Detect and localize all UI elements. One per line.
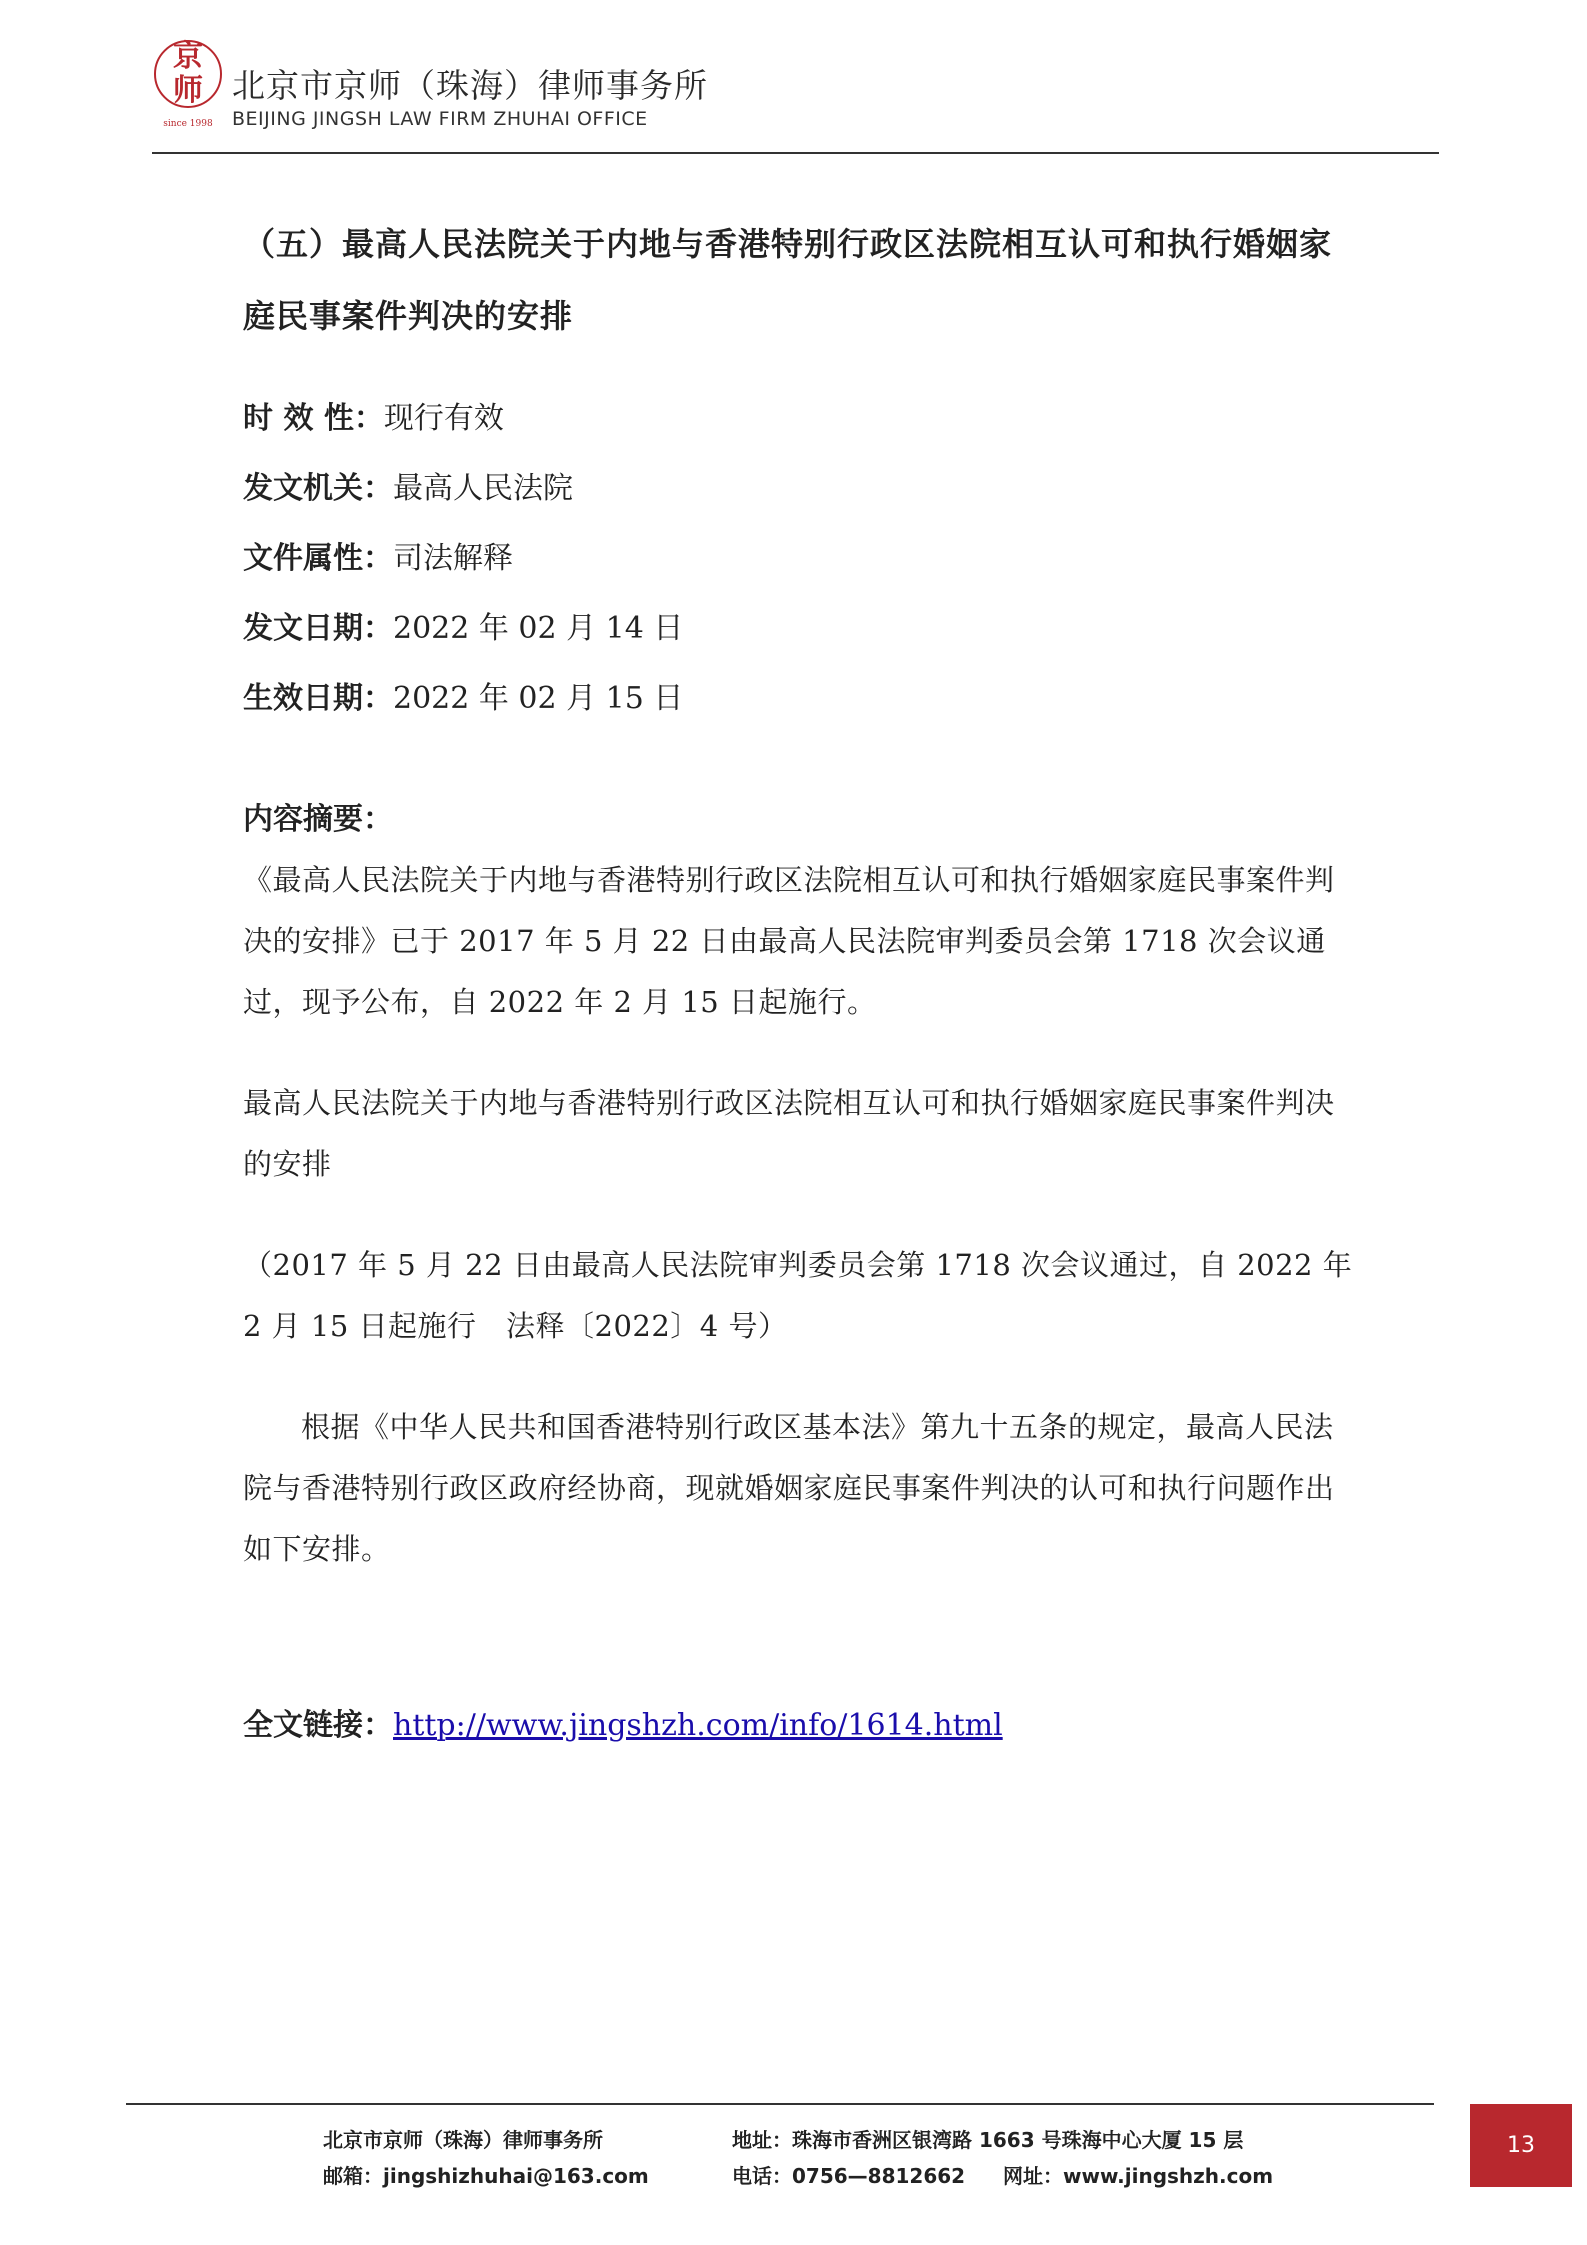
meta-label: 生效日期：: [243, 681, 393, 716]
body-paragraph: 根据《中华人民共和国香港特别行政区基本法》第九十五条的规定，最高人民法院与香港特别行政区政府经协商，现就婚姻家庭民事案件判决的认可和执行问题作出如下安排。: [243, 1410, 1335, 1566]
meta-validity: [243, 384, 1353, 454]
document-title: （五）最高人民法院关于内地与香港特别行政区法院相互认可和执行婚姻家庭民事案件判决的安排: [243, 225, 1333, 335]
document-meta: [243, 384, 1353, 734]
meta-value: 2022 年 02 月 15 日: [393, 681, 684, 716]
full-text-link-row: [243, 1696, 1353, 1756]
full-text-link[interactable]: http://www.jingshzh.com/info/1614.html: [393, 1708, 1003, 1743]
meta-issue-date: [243, 594, 1353, 664]
meta-issuer: [243, 454, 1353, 524]
footer-address: 地址：珠海市香洲区银湾路 1663 号珠海中心大厦 15 层: [732, 2128, 1244, 2152]
meta-effective-date: [243, 664, 1353, 734]
footer-firm: 北京市京师（珠海）律师事务所: [323, 2128, 603, 2152]
meta-value: 司法解释: [393, 541, 513, 576]
meta-value: 最高人民法院: [393, 471, 573, 506]
logo-char-2: 师: [173, 73, 203, 108]
meta-value: 现行有效: [383, 401, 504, 436]
adoption-note: （2017 年 5 月 22 日由最高人民法院审判委员会第 1718 次会议通过，自 2022 年 2 月 15 日起施行 法释〔2022〕4 号）: [243, 1248, 1353, 1343]
document-body: [243, 208, 1353, 1756]
link-label: 全文链接：: [243, 1708, 393, 1743]
meta-label: 文件属性：: [243, 541, 393, 576]
sub-title: 最高人民法院关于内地与香港特别行政区法院相互认可和执行婚姻家庭民事案件判决的安排: [243, 1086, 1335, 1181]
footer-phone: 电话：0756—8812662: [732, 2164, 966, 2188]
firm-name-cn: 北京市京师（珠海）律师事务所: [232, 66, 708, 105]
summary-text: 《最高人民法院关于内地与香港特别行政区法院相互认可和执行婚姻家庭民事案件判决的安排》已于 2017 年 5 月 22 日由最高人民法院审判委员会第 1718 次会议通过，现予公布，自 2022 年 2 月 15 日起施行。: [243, 863, 1335, 1019]
meta-label: 时 效 性：: [243, 401, 384, 436]
footer-email: 邮箱：jingshizhuhai@163.com: [323, 2164, 649, 2188]
logo-since: since 1998: [163, 119, 213, 129]
firm-logo: [152, 30, 224, 134]
summary-heading: 内容摘要：: [243, 802, 393, 837]
header-divider: [152, 152, 1439, 154]
logo-char-1: 京: [173, 39, 203, 74]
meta-label: 发文机关：: [243, 471, 393, 506]
page-number: 13: [1470, 2104, 1572, 2187]
meta-doc-type: [243, 524, 1353, 594]
footer-website: 网址：www.jingshzh.com: [1003, 2164, 1274, 2188]
meta-label: 发文日期：: [243, 611, 393, 646]
meta-value: 2022 年 02 月 14 日: [393, 611, 684, 646]
firm-name-en: BEIJING JINGSH LAW FIRM ZHUHAI OFFICE: [232, 108, 648, 130]
footer-divider: [126, 2103, 1434, 2105]
